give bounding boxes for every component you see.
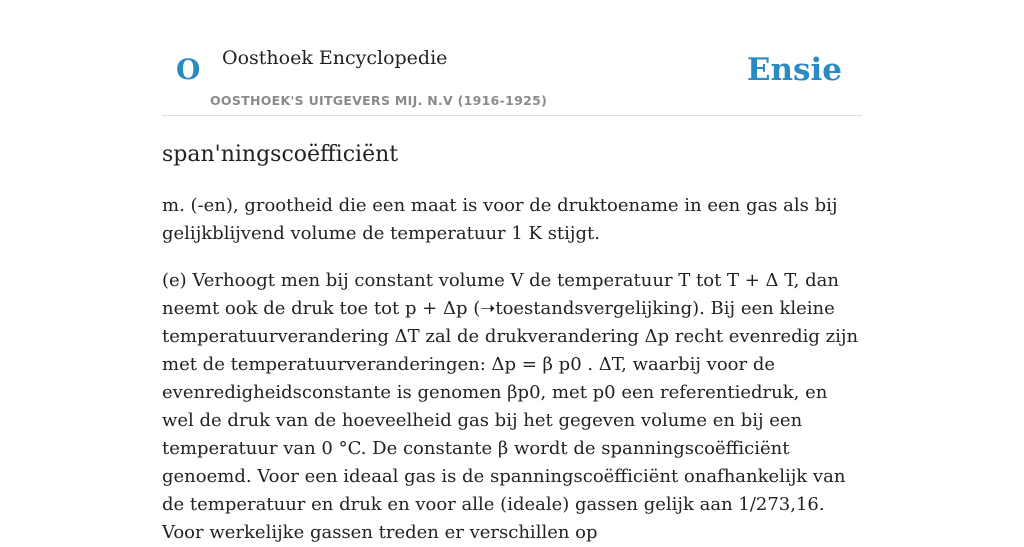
entry-explanation: (e) Verhoogt men bij constant volume V de temperatuur T tot T + Δ T, dan neemt ook de druk toe tot p + Δp (➝toestandsvergelijking). Bij een kleine temperatuurverandering ΔT zal de drukverandering Δp recht evenredig zijn met de temperatuurveranderingen: Δp = β p0 . ΔT, waarbij voor de evenredigheidsconstante is genomen βp0, met p0 een referentiedruk, en wel de druk van de hoeveelheid gas bij het gegeven volume en bij een temperatuur van 0 °C. De constante β wordt de spanningscoëfficiënt genoemd. Voor een ideaal gas is de spanningscoëfficiënt onafhankelijk van de temperatuur en druk en voor alle (ideale) gassen gelijk aan 1/273,16. Voor werkelijke gassen treden er verschillen op [162,270,859,543]
logo-icon[interactable]: O [176,53,201,86]
entry-definition: m. (-en), grootheid die een maat is voor de druktoename in een gas als bij gelijkblijvend volume de temperatuur 1 K stijgt. [162,195,838,244]
entry-title: span'ningscoëfficiënt [162,142,399,167]
site-header [162,0,862,116]
ensie-brand-logo[interactable]: Ensie [746,52,842,88]
publisher-subtitle: OOSTHOEK'S UITGEVERS MIJ. N.V (1916-1925) [210,93,548,108]
page-container [162,0,862,543]
site-title[interactable]: Oosthoek Encyclopedie [222,47,448,69]
